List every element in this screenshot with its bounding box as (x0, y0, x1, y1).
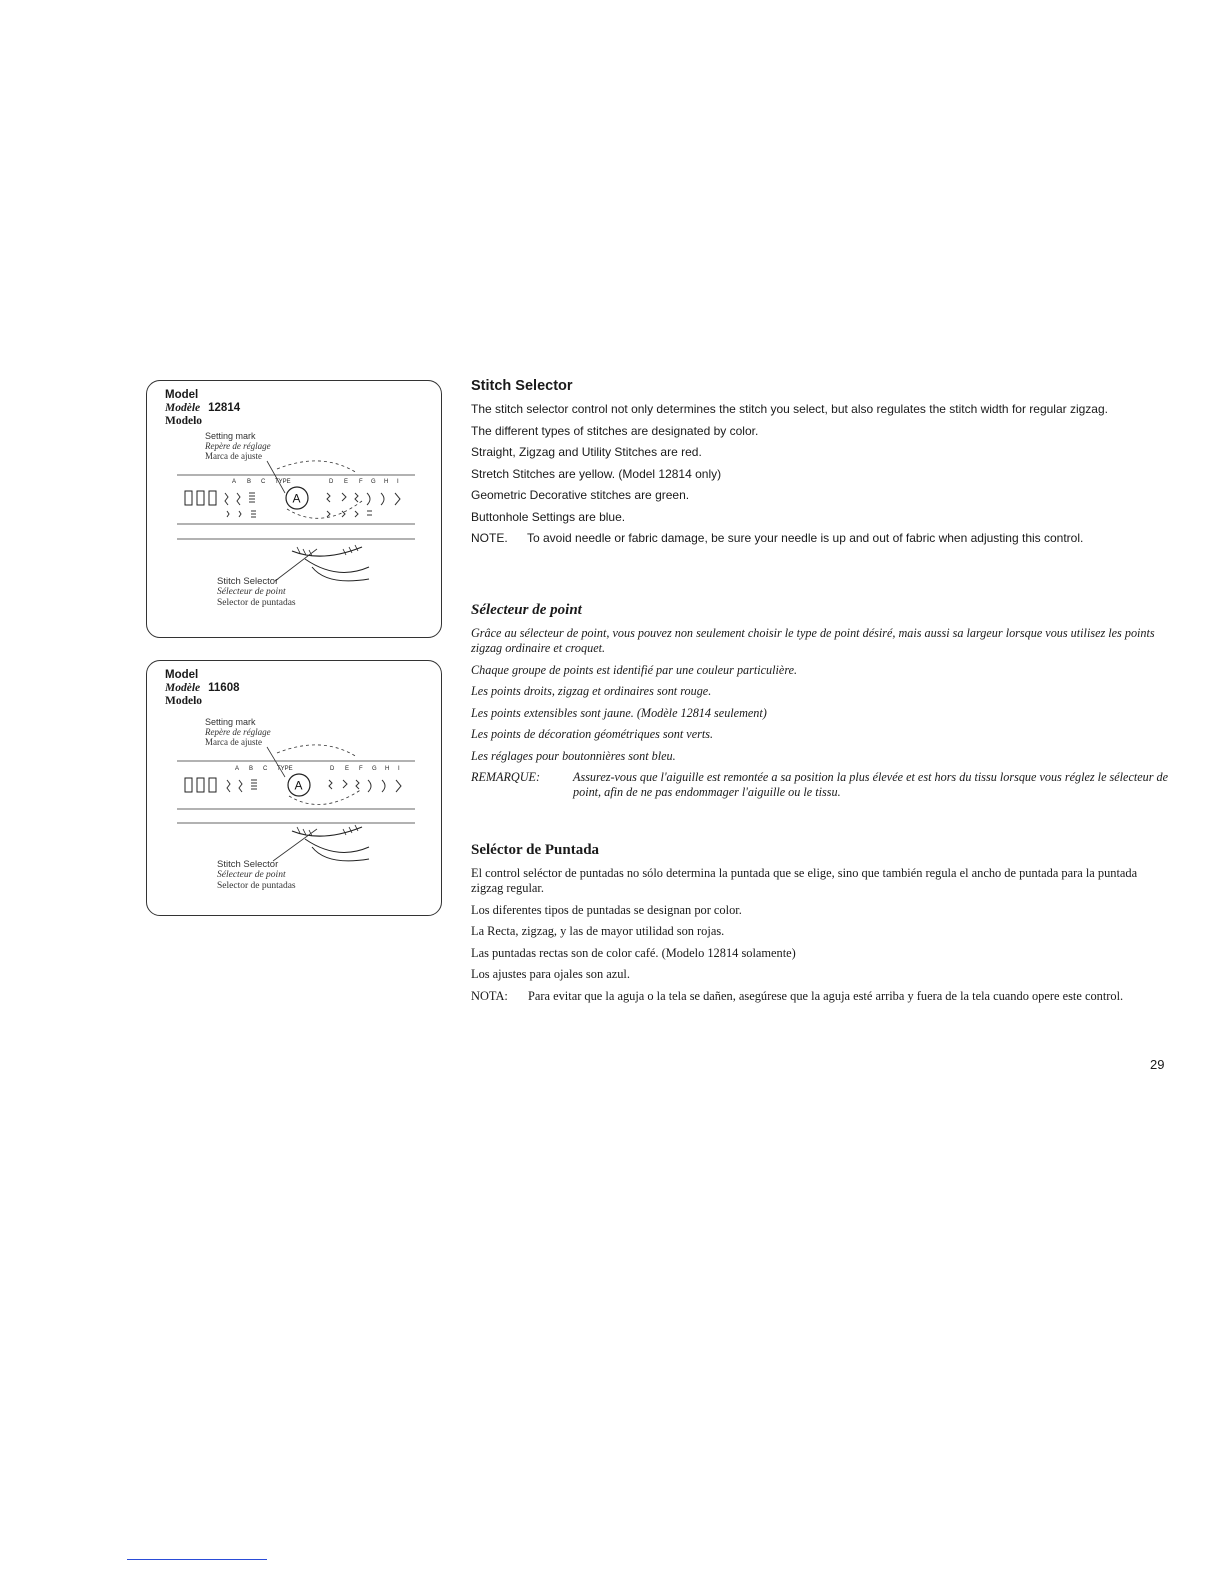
dial-letter: A (235, 766, 240, 772)
dial-letter: A (232, 479, 237, 485)
section-heading: Sélecteur de point (471, 602, 582, 618)
paragraph: The stitch selector control not only determines the stitch you select, but also regulates the stitch width for regular zigzag. (471, 402, 1108, 416)
dial-center-label: A (294, 778, 303, 793)
paragraph: Las puntadas rectas son de color café. (Modelo 12814 solamente) (471, 945, 796, 960)
dial-letter: C (261, 479, 266, 485)
selector-label-en: Stitch Selector (217, 576, 279, 587)
model-label-es: Modelo (165, 415, 203, 427)
dial-letter: H (384, 479, 389, 485)
model-label-es: Modelo (165, 695, 203, 707)
section-heading: Stitch Selector (471, 378, 573, 394)
stitch-symbols-icon (227, 780, 401, 792)
dial-type-label: TYPE (275, 479, 291, 485)
dial-letter: E (344, 479, 349, 485)
section-french (471, 603, 1171, 800)
paragraph: Les points extensibles sont jaune. (Modèle 12814 seulement) (471, 705, 767, 720)
figure-panel-model-11608 (146, 660, 442, 916)
selector-label-es: Selector de puntadas (217, 881, 296, 891)
note-text: Assurez-vous que l'aiguille est remontée a sa position la plus élevée et est hors du tissu lorsque vous réglez le sélecteur de point, afin de ne pas endommager l'aiguille ou le tissu. (573, 770, 1169, 799)
selector-labels (217, 576, 296, 609)
dial-letter: D (329, 479, 334, 485)
selector-labels (217, 859, 296, 892)
stitch-symbols-icon (225, 493, 400, 517)
dial-letter: B (247, 479, 252, 485)
paragraph: Los ajustes para ojales son azul. (471, 967, 630, 981)
paragraph: Geometric Decorative stitches are green. (471, 488, 690, 502)
dial-letter: B (249, 766, 254, 772)
note (471, 531, 1171, 546)
setting-mark-es: Marca de ajuste (205, 451, 262, 461)
note-label: NOTA: (471, 988, 508, 1003)
selector-label-en: Stitch Selector (217, 859, 279, 870)
dial-letter: E (345, 766, 350, 772)
section-heading: Seléctor de Puntada (471, 842, 600, 858)
model-label-en: Model (165, 669, 199, 681)
model-label-fr: Modèle (165, 682, 201, 694)
dial-letter: G (371, 479, 376, 485)
selector-label-fr: Sélecteur de point (217, 587, 286, 597)
footer-rule (127, 1559, 267, 1560)
note-text: Para evitar que la aguja o la tela se dañen, asegúrese que la aguja esté arriba y fuera de la tela cuando opere este control. (528, 988, 1124, 1003)
setting-mark-es: Marca de ajuste (205, 737, 262, 747)
setting-mark-en: Setting mark (205, 717, 256, 727)
note-label: REMARQUE: (471, 770, 541, 784)
paragraph: Straight, Zigzag and Utility Stitches are red. (471, 445, 702, 459)
paragraph: Buttonhole Settings are blue. (471, 509, 626, 524)
page-number: 29 (1150, 1057, 1165, 1072)
figure-panel-model-12814 (146, 380, 442, 638)
paragraph: Grâce au sélecteur de point, vous pouvez non seulement choisir le type de point désiré, mais aussi sa largeur lorsque vous utilisez les points zigzag ordinaire et croquet. (471, 626, 1155, 655)
dial-letter: C (263, 766, 268, 772)
dial-letter: D (330, 766, 335, 772)
note (471, 989, 1171, 1004)
dial-type-label: TYPE (277, 766, 293, 772)
note (471, 770, 1171, 800)
section-english (471, 379, 1171, 546)
section-spanish (471, 843, 1171, 1004)
paragraph: El control seléctor de puntadas no sólo determina la puntada que se elige, sino que también regula el ancho de puntada para la puntada zigzag regular. (471, 866, 1138, 895)
model-label-en: Model (165, 389, 199, 401)
model-number: 12814 (208, 402, 241, 414)
note-label: NOTE. (471, 531, 508, 545)
note-text: To avoid needle or fabric damage, be sure your needle is up and out of fabric when adjusting this control. (527, 531, 1084, 545)
selector-label-fr: Sélecteur de point (217, 870, 286, 880)
setting-mark-fr: Repère de réglage (205, 727, 271, 737)
paragraph: Los diferentes tipos de puntadas se designan por color. (471, 902, 742, 917)
paragraph: Les points droits, zigzag et ordinaires sont rouge. (471, 684, 712, 698)
dial-letter: F (359, 766, 363, 772)
dial-letter: H (385, 766, 390, 772)
dial-letter: I (397, 479, 399, 485)
setting-mark-fr: Repère de réglage (205, 441, 271, 451)
paragraph: Les réglages pour boutonnières sont bleu. (471, 748, 676, 763)
dial-letter: F (359, 479, 363, 485)
paragraph: Les points de décoration géométriques sont verts. (471, 727, 714, 741)
dial-center-label: A (292, 491, 301, 506)
model-label-fr: Modèle (165, 402, 201, 414)
setting-mark-en: Setting mark (205, 431, 256, 441)
paragraph: Stretch Stitches are yellow. (Model 12814 only) (471, 466, 722, 481)
paragraph: La Recta, zigzag, y las de mayor utilidad son rojas. (471, 924, 725, 938)
dial-letter: I (398, 766, 400, 772)
paragraph: The different types of stitches are designated by color. (471, 423, 759, 438)
paragraph: Chaque groupe de points est identifié par une couleur particulière. (471, 662, 798, 677)
dial-letter: G (372, 766, 377, 772)
model-number: 11608 (208, 682, 240, 694)
selector-label-es: Selector de puntadas (217, 598, 296, 608)
